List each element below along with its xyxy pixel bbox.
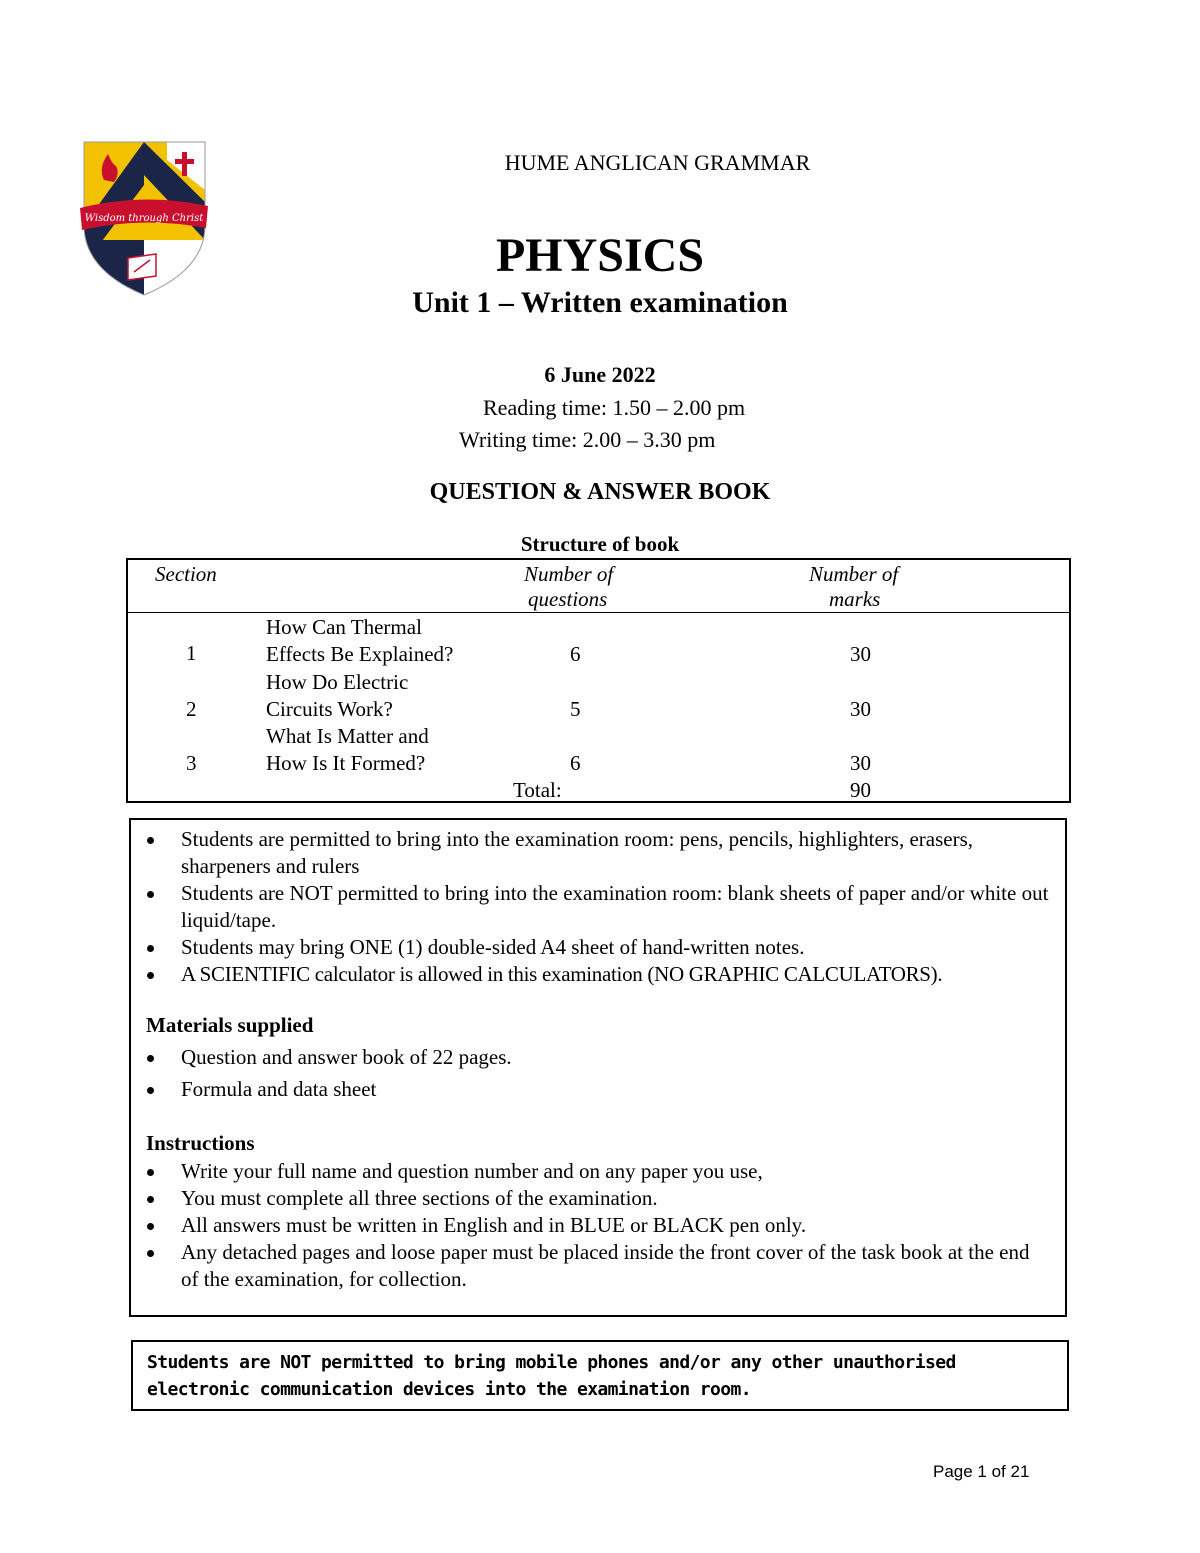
phones-notice bbox=[131, 1340, 1069, 1411]
header-marks-line2: marks bbox=[829, 587, 881, 611]
material-item bbox=[131, 1076, 1031, 1103]
row-3-topic-line2: How Is It Formed? bbox=[266, 751, 426, 775]
book-title: QUESTION & ANSWER BOOK bbox=[429, 479, 771, 505]
row-1-section: 1 bbox=[186, 641, 197, 665]
materials-heading: Materials supplied bbox=[146, 1013, 314, 1037]
instructions-heading: Instructions bbox=[146, 1131, 255, 1155]
instruction-item bbox=[131, 1158, 1031, 1185]
header-questions-line1: Number of bbox=[524, 562, 614, 586]
page-number: Page 1 of 21 bbox=[933, 1462, 1030, 1481]
total-label: Total: bbox=[513, 778, 562, 802]
row-2-topic-line2: Circuits Work? bbox=[266, 697, 393, 721]
row-2-section: 2 bbox=[186, 697, 197, 721]
header-divider bbox=[128, 612, 1069, 613]
rule-item bbox=[131, 934, 1067, 961]
structure-title: Structure of book bbox=[520, 532, 680, 556]
school-name: HUME ANGLICAN GRAMMAR bbox=[504, 150, 811, 175]
material-text: Question and answer book of 22 pages. bbox=[181, 1045, 512, 1069]
instruction-item bbox=[131, 1212, 1031, 1239]
material-item bbox=[131, 1044, 1031, 1071]
rule-item bbox=[131, 880, 1067, 934]
header-questions-line2: questions bbox=[528, 587, 608, 611]
instruction-text: Write your full name and question number and on any paper you use, bbox=[181, 1159, 763, 1183]
instruction-text: All answers must be written in English and in BLUE or BLACK pen only. bbox=[181, 1213, 807, 1237]
instruction-item bbox=[131, 1185, 1031, 1212]
total-marks: 90 bbox=[850, 778, 871, 802]
row-1-questions: 6 bbox=[570, 642, 581, 666]
row-3-section: 3 bbox=[186, 751, 197, 775]
instructions-list bbox=[131, 1158, 1031, 1293]
row-3-questions: 6 bbox=[570, 751, 581, 775]
instructions-box bbox=[129, 818, 1067, 1317]
row-2-topic-line1: How Do Electric bbox=[266, 670, 409, 694]
crest-motto: Wisdom through Christ bbox=[84, 213, 204, 224]
unit-title: Unit 1 – Written examination bbox=[412, 286, 788, 319]
subject-title: PHYSICS bbox=[495, 229, 705, 282]
rule-text: Students may bring ONE (1) double-sided A4 sheet of hand-written notes. bbox=[181, 935, 805, 959]
row-2-questions: 5 bbox=[570, 697, 581, 721]
writing-time: Writing time: 2.00 – 3.30 pm bbox=[459, 427, 716, 452]
rule-item bbox=[131, 961, 1067, 988]
instruction-text: You must complete all three sections of the examination. bbox=[181, 1186, 658, 1210]
row-3-marks: 30 bbox=[850, 751, 871, 775]
structure-table bbox=[126, 558, 1071, 803]
instruction-text: Any detached pages and loose paper must be placed inside the front cover of the task book at the end of the examination, for collection. bbox=[181, 1240, 1030, 1291]
rule-text: A SCIENTIFIC calculator is allowed in this examination (NO GRAPHIC CALCULATORS). bbox=[181, 962, 943, 986]
rule-text: Students are permitted to bring into the examination room: pens, pencils, highlighters, erasers, sharpeners and rulers bbox=[181, 827, 973, 878]
row-1-marks: 30 bbox=[850, 642, 871, 666]
row-1-topic-line2: Effects Be Explained? bbox=[266, 642, 454, 666]
header-marks-line1: Number of bbox=[809, 562, 899, 586]
rule-text: Students are NOT permitted to bring into the examination room: blank sheets of paper and/or white out liquid/tape. bbox=[181, 881, 1049, 932]
phones-notice-text: Students are NOT permitted to bring mobile phones and/or any other unauthorised electronic communication devices into the examination room. bbox=[147, 1352, 956, 1400]
materials-list bbox=[131, 1044, 1031, 1103]
rule-item bbox=[131, 826, 1067, 880]
row-1-topic-line1: How Can Thermal bbox=[266, 615, 422, 639]
row-2-marks: 30 bbox=[850, 697, 871, 721]
exam-date: 6 June 2022 bbox=[544, 362, 656, 387]
reading-time: Reading time: 1.50 – 2.00 pm bbox=[483, 395, 746, 420]
material-text: Formula and data sheet bbox=[181, 1077, 377, 1101]
row-3-topic-line1: What Is Matter and bbox=[266, 724, 429, 748]
header-section: Section bbox=[155, 562, 217, 586]
rules-list bbox=[131, 826, 1067, 988]
instruction-item bbox=[131, 1239, 1031, 1293]
